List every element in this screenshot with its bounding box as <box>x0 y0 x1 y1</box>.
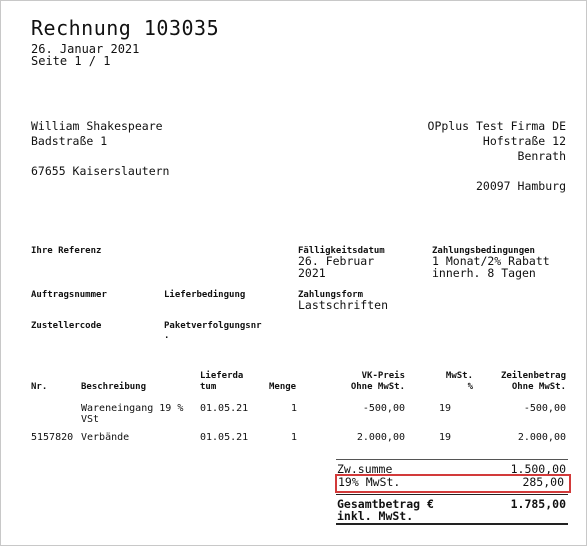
col-header-delivery-line2: tum <box>200 382 217 392</box>
order-number-label: Auftragsnummer <box>31 290 107 300</box>
delivery-condition-label: Lieferbedingung <box>164 290 246 300</box>
col-header-description: Beschreibung <box>81 382 147 392</box>
company-street: Hofstraße 12 <box>482 134 566 148</box>
payment-terms-value-line2: innerh. 8 Tagen <box>432 266 536 280</box>
col-header-line-amount-line1: Zeilenbetrag <box>500 371 566 381</box>
row-description-line1: Wareneingang 19 % <box>81 403 184 414</box>
row-vat: 19 <box>438 432 451 443</box>
row-quantity: 1 <box>290 403 297 414</box>
col-header-vat-line1: MwSt. <box>445 371 473 381</box>
invoice-title: Rechnung 103035 <box>31 16 220 40</box>
totals-top-divider <box>336 459 568 460</box>
row-price: -500,00 <box>362 403 405 414</box>
page-indicator: Seite 1 / 1 <box>31 54 111 68</box>
payment-form-label: Zahlungsform <box>298 290 364 300</box>
col-header-price-line1: VK-Preis <box>361 371 405 381</box>
due-date-value-line2: 2021 <box>298 266 326 280</box>
payment-form-value: Lastschriften <box>298 298 389 312</box>
payment-terms-value-line1: 1 Monat/2% Rabatt <box>432 254 550 268</box>
customer-street: Badstraße 1 <box>31 134 108 148</box>
company-name: OPplus Test Firma DE <box>427 119 566 133</box>
subtotal-label: Zw.summe <box>337 462 393 476</box>
subtotal-value: 1.500,00 <box>510 462 566 476</box>
company-district: Benrath <box>517 149 566 163</box>
grand-total-value: 1.785,00 <box>510 497 566 511</box>
total-bottom-divider <box>336 523 568 525</box>
invoice-date: 26. Januar 2021 <box>31 42 140 56</box>
row-delivery-date: 01.05.21 <box>200 432 249 443</box>
col-header-line-amount-line2: Ohne MwSt. <box>511 382 566 392</box>
tracking-number-label: Paketverfolgungsnr <box>164 321 262 331</box>
total-divider <box>336 494 568 495</box>
grand-total-label-line2: inkl. MwSt. <box>337 509 414 523</box>
col-header-quantity: Menge <box>269 382 297 392</box>
col-header-vat-line2: % <box>467 382 473 392</box>
row-delivery-date: 01.05.21 <box>200 403 249 414</box>
row-description-line1: Verbände <box>81 432 130 443</box>
vat-total-label: 19% MwSt. <box>338 475 401 489</box>
col-header-price-line2: Ohne MwSt. <box>350 382 405 392</box>
tracking-number-dot: . <box>164 331 170 341</box>
vat-total-value: 285,00 <box>522 475 564 489</box>
due-date-label: Fälligkeitsdatum <box>298 246 385 256</box>
row-nr: 5157820 <box>31 432 74 443</box>
col-header-nr: Nr. <box>31 382 48 392</box>
reference-label: Ihre Referenz <box>31 246 102 256</box>
payment-terms-label: Zahlungsbedingungen <box>432 246 535 256</box>
row-vat: 19 <box>438 403 451 414</box>
company-city: 20097 Hamburg <box>475 179 566 193</box>
courier-code-label: Zustellercode <box>31 321 102 331</box>
row-price: 2.000,00 <box>356 432 405 443</box>
row-description-line2: VSt <box>81 414 100 425</box>
row-amount: 2.000,00 <box>517 432 566 443</box>
customer-name: William Shakespeare <box>31 119 163 133</box>
due-date-value-line1: 26. Februar <box>298 254 375 268</box>
customer-city: 67655 Kaiserslautern <box>31 164 170 178</box>
grand-total-label-line1: Gesamtbetrag € <box>337 497 434 511</box>
row-amount: -500,00 <box>523 403 566 414</box>
row-quantity: 1 <box>290 432 297 443</box>
col-header-delivery-line1: Lieferda <box>200 371 244 381</box>
